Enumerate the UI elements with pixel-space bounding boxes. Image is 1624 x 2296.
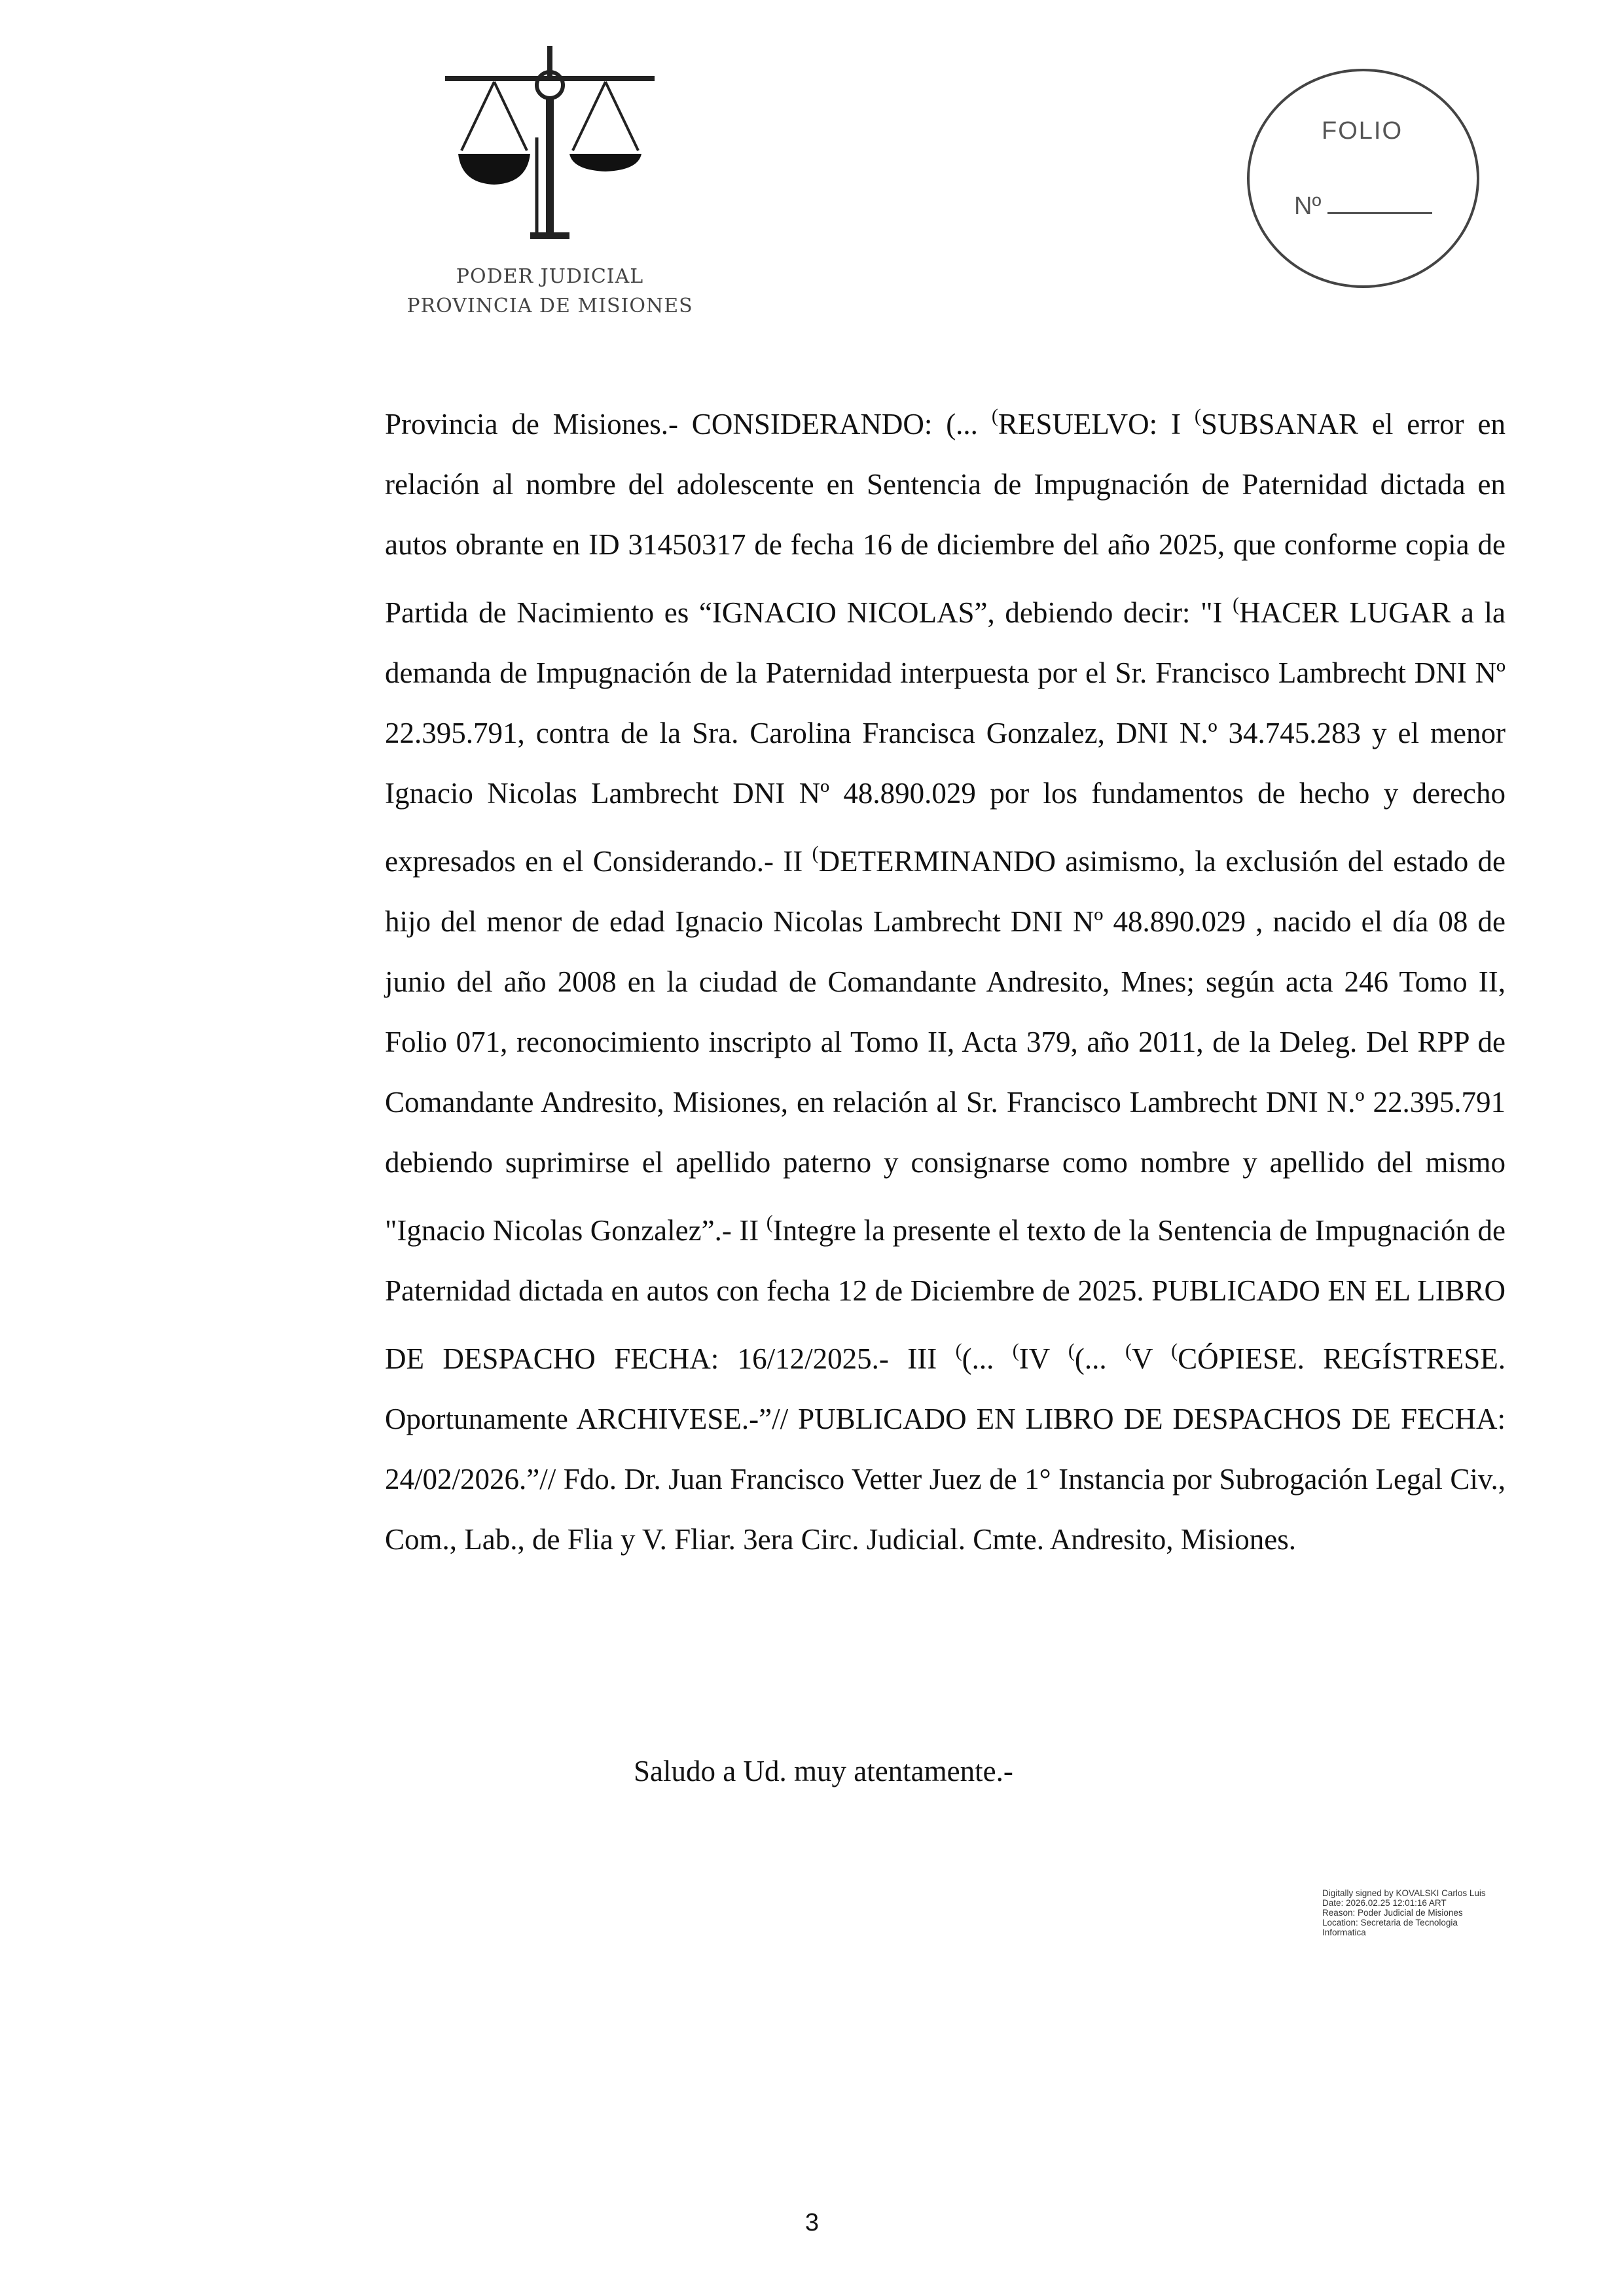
- logo-text-provincia: PROVINCIA DE MISIONES: [406, 295, 693, 317]
- judicial-logo: [406, 39, 694, 317]
- resolution-text: [385, 386, 1506, 1570]
- signature-signer: Digitally signed by KOVALSKI Carlos Luis: [1322, 1888, 1486, 1898]
- body-segment: V: [1131, 1342, 1172, 1375]
- body-segment: Integre la presente el texto de la Sentencia de Impugnación de Paternidad dictada en autos con fecha 12 de Diciembre de 2025. PUBLICADO EN EL LIBRO DE DESPACHO FECHA: 16/12/2025.- III: [385, 1214, 1506, 1375]
- signature-location: Location: Secretaria de Tecnologia: [1322, 1918, 1458, 1928]
- folio-number-label: Nº: [1294, 192, 1322, 220]
- folio-number-blank: [1327, 212, 1432, 214]
- stray-mark: (: [766, 1211, 773, 1233]
- body-segment: SUBSANAR el error en relación al nombre del adolescente en Sentencia de Impugnación de Paternidad dictada en autos obrante en ID 31450317 de fecha 16 de diciembre del año 2025, que conforme copia de Partida de Nacimiento es “IGNACIO NICOLAS”, debiendo decir: "I: [385, 408, 1506, 629]
- body-segment: DETERMINANDO asimismo, la exclusión del estado de hijo del menor de edad Ignacio Nicolas Lambrecht DNI Nº 48.890.029 , nacido el día 08 de junio del año 2008 en la ciudad de Comandante Andresito, Mnes; según acta 246 Tomo II, Folio 071, reconocimiento inscripto al Tomo II, Acta 379, año 2011, de la Deleg. Del RPP de Comandante Andresito, Misiones, en relación al Sr. Francisco Lambrecht DNI N.º 22.395.791 debiendo suprimirse el apellido paterno y consignarse como nombre y apellido del mismo "Ignacio Nicolas Gonzalez”.- II: [385, 845, 1506, 1247]
- signature-date: Date: 2026.02.25 12:01:16 ART: [1322, 1898, 1447, 1908]
- stray-mark: (: [812, 842, 819, 864]
- body-segment: (...: [1074, 1342, 1125, 1375]
- stray-mark: (: [1068, 1340, 1075, 1361]
- folio-stamp: [1247, 69, 1479, 288]
- stray-mark: (: [955, 1340, 962, 1361]
- logo-text-poder-judicial: PODER JUDICIAL: [456, 265, 644, 288]
- closing-salutation: Saludo a Ud. muy atentamente.-: [634, 1755, 1013, 1787]
- signature-reason: Reason: Poder Judicial de Misiones: [1322, 1908, 1463, 1918]
- body-segment: IV: [1019, 1342, 1068, 1375]
- stray-mark: (: [1233, 594, 1240, 615]
- folio-number-field: [1294, 192, 1432, 221]
- stray-mark: (: [1125, 1340, 1132, 1361]
- stray-mark: (: [1171, 1340, 1178, 1361]
- scales-of-justice-icon: [432, 39, 668, 255]
- digital-signature: [1322, 1888, 1545, 1937]
- folio-title: FOLIO: [1322, 117, 1403, 145]
- stray-mark: (: [1012, 1340, 1019, 1361]
- body-segment: HACER LUGAR a la demanda de Impugnación de la Paternidad interpuesta por el Sr. Francisco Lambrecht DNI Nº 22.395.791, contra de la Sra. Carolina Francisca Gonzalez, DNI N.º 34.745.283 y el menor Ignacio Nicolas Lambrecht DNI Nº 48.890.029 por los fundamentos de hecho y derecho expresados en el Considerando.- II: [385, 596, 1506, 878]
- stray-mark: (: [1194, 405, 1201, 427]
- signature-location-cont: Informatica: [1322, 1928, 1366, 1937]
- body-segment: Provincia de Misiones.- CONSIDERANDO: (...: [385, 408, 992, 440]
- body-segment: CÓPIESE. REGÍSTRESE. Oportunamente ARCHIVESE.-”// PUBLICADO EN LIBRO DE DESPACHOS DE FECHA: 24/02/2026.”// Fdo. Dr. Juan Francisco Vetter Juez de 1° Instancia por Subrogación Legal Civ., Com., Lab., de Flia y V. Fliar. 3era Circ. Judicial. Cmte. Andresito, Misiones.: [385, 1342, 1506, 1556]
- body-segment: RESUELVO: I: [998, 408, 1195, 440]
- stray-mark: (: [991, 405, 998, 427]
- body-segment: (...: [962, 1342, 1013, 1375]
- page-number: 3: [804, 2209, 820, 2236]
